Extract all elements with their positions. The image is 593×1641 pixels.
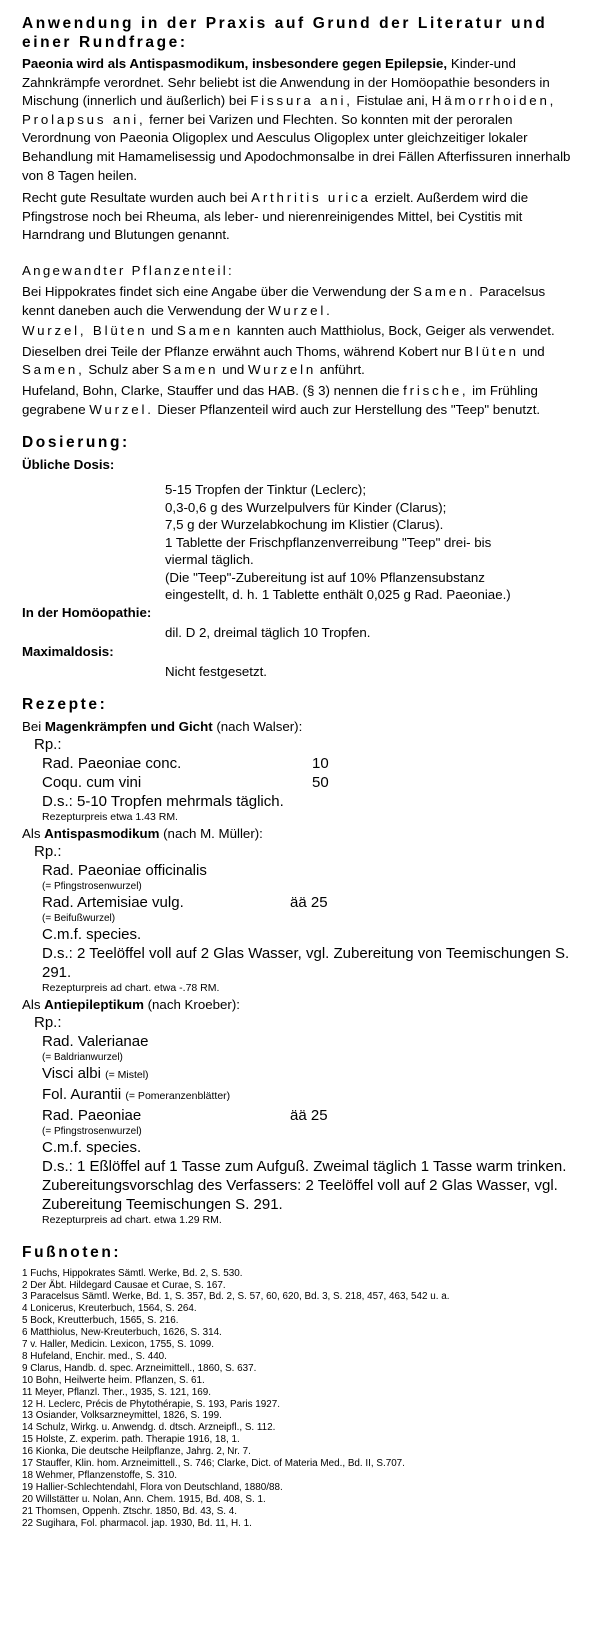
dose-line: viermal täglich. — [165, 552, 254, 568]
indication: Antispasmodikum — [44, 825, 160, 841]
section-rezepte — [22, 695, 574, 1228]
emphasis: Samen. — [413, 283, 476, 299]
ingredient-line: Rad. Paeoniae officinalis — [42, 862, 207, 880]
ingredient-line — [42, 1085, 574, 1106]
rezept-intro — [22, 718, 574, 736]
ingredient: Visci albi — [42, 1065, 101, 1083]
fussnoten-heading: Fußnoten: — [22, 1243, 122, 1261]
section-fussnoten — [22, 1243, 574, 1530]
emphasis: Hämorrhoiden, Prolapsus ani, — [22, 93, 557, 127]
dosage-signatur: D.s.: 1 Eßlöffel auf 1 Tasse zum Aufguß. Zweimal täglich 1 Tasse warm trinken. — [42, 1158, 567, 1176]
text: Dieser Pflanzenteil wird auch zur Herstellung des "Teep" benutzt. — [153, 401, 541, 417]
rezepturpreis: Rezepturpreis etwa 1.43 RM. — [42, 811, 178, 824]
rezept-intro — [22, 825, 574, 843]
footnote: 5 Bock, Kreutterbuch, 1565, S. 216. — [22, 1315, 179, 1327]
footnote: 19 Hallier-Schlechtendahl, Flora von Deutschland, 1880/88. — [22, 1481, 283, 1493]
footnote: 4 Lonicerus, Kreuterbuch, 1564, S. 264. — [22, 1303, 197, 1315]
footnote: 10 Bohn, Heilwerte heim. Pflanzen, S. 61. — [22, 1374, 205, 1386]
page — [22, 14, 574, 1530]
ingredient-line: Rad. Valerianae — [42, 1033, 149, 1051]
text: kannten auch Matthiolus, Bock, Geiger als verwendet. — [233, 323, 555, 339]
footnote: 14 Schulz, Wirkg. u. Anwendg. d. dtsch. Arzneipfl., S. 112. — [22, 1422, 276, 1434]
ingredient-note: (= Pomeranzenblätter) — [125, 1090, 231, 1103]
dose-line: eingestellt, d. h. 1 Tablette enthält 0,025 g Rad. Paeoniae.) — [165, 587, 511, 603]
ubliche-dosis-lines — [165, 481, 574, 604]
ingredient-note: (= Pfingstrosenwurzel) — [42, 1126, 142, 1138]
emphasis: frische, — [403, 382, 469, 398]
maximaldosis-line: Nicht festgesetzt. — [165, 664, 267, 680]
emphasis: Arthritis urica — [251, 190, 371, 206]
text: und — [147, 323, 177, 339]
maximaldosis-label: Maximaldosis: — [22, 644, 114, 660]
rp-label: Rp.: — [34, 736, 62, 754]
footnote: 13 Osiander, Volksarzneymittel, 1826, S. 199. — [22, 1410, 222, 1422]
footnote: 7 v. Haller, Medicin. Lexicon, 1755, S. 1099. — [22, 1339, 214, 1351]
rezept-intro — [22, 996, 574, 1014]
text: Als — [22, 996, 45, 1012]
dosierung-heading: Dosierung: — [22, 434, 130, 452]
ingredient-line — [42, 754, 574, 773]
footnote: 15 Holste, Z. experim. path. Therapie 1916, 18, 1. — [22, 1434, 240, 1446]
text: Dieselben drei Teile der Pflanze erwähnt auch Thoms, während Kobert nur — [22, 343, 465, 359]
pflanzenteil-paragraph-1 — [22, 283, 574, 320]
rezept-antiepileptikum — [22, 996, 574, 1228]
homoopathie-line: dil. D 2, dreimal täglich 10 Tropfen. — [165, 624, 371, 640]
footnote: 18 Wehmer, Pflanzenstoffe, S. 310. — [22, 1470, 177, 1481]
praxis-paragraph-2 — [22, 189, 574, 245]
praxis-paragraph-1 — [22, 55, 574, 185]
text: Fistulae ani, — [352, 93, 432, 109]
indication: Magenkrämpfen und Gicht — [44, 718, 213, 734]
emphasis: Wurzeln — [247, 362, 317, 378]
quantity: ää 25 — [290, 1107, 328, 1125]
ingredient-line — [42, 1106, 574, 1125]
cmf-line: C.m.f. species. — [42, 1139, 142, 1157]
ingredient: Rad. Paeoniae conc. — [42, 755, 182, 773]
rp-label: Rp.: — [34, 843, 62, 861]
emphasis: Samen, — [22, 362, 85, 378]
cmf-line: C.m.f. species. — [42, 926, 142, 944]
quantity: 50 — [312, 774, 329, 792]
footnote: 6 Matthiolus, New-Kreuterbuch, 1626, S. 314. — [22, 1327, 222, 1339]
rezept-magenkraempfe — [22, 718, 574, 825]
rezepturpreis: Rezepturpreis ad chart. etwa -.78 RM. — [42, 982, 220, 995]
dose-line: 7,5 g der Wurzelabkochung im Klistier (Clarus). — [165, 517, 444, 533]
ingredient-note: (= Baldrianwurzel) — [42, 1052, 123, 1064]
footnote: 2 Der Äbt. Hildegard Causae et Curae, S. 167. — [22, 1279, 226, 1291]
emphasis: Wurzel, Blüten — [22, 323, 148, 339]
pflanzenteil-heading: Angewandter Pflanzenteil: — [22, 262, 234, 278]
section-dosierung — [22, 433, 574, 681]
text: Bei — [22, 718, 45, 734]
dose-line: 1 Tablette der Frischpflanzenverreibung "Teep" drei- bis — [165, 534, 492, 550]
emphasis: Samen — [177, 323, 234, 339]
dose-line: (Die "Teep"-Zubereitung ist auf 10% Pflanzensubstanz — [165, 569, 485, 585]
footnote: 12 H. Leclerc, Précis de Phytothérapie, S. 193, Paris 1927. — [22, 1398, 280, 1410]
quantity: ää 25 — [290, 894, 328, 912]
ingredient-note: (= Beifußwurzel) — [42, 913, 116, 925]
emphasis: Wurzel. — [89, 401, 154, 417]
rezepte-heading: Rezepte: — [22, 695, 108, 713]
text: Schulz aber — [84, 362, 163, 378]
footnote: 3 Paracelsus Sämtl. Werke, Bd. 1, S. 357, Bd. 2, S. 57, 60, 620, Bd. 3, S. 218, 457, 463, 542 u. a. — [22, 1291, 450, 1303]
praxis-lead: Paeonia wird als Antispasmodikum, insbesondere gegen Epilepsie, — [22, 56, 448, 71]
ingredient-line — [42, 1064, 574, 1085]
text: erzielt. Außerdem wird die Pfingstrose noch bei Rheuma, als leber- und nierenreinigendes Mittel, bei Cystitis mit Harndrang und Blutungen genannt. — [22, 190, 529, 243]
section-praxis — [22, 14, 574, 245]
text: Als — [22, 825, 45, 841]
text: (nach M. Müller): — [159, 825, 263, 841]
ingredient: Coqu. cum vini — [42, 774, 142, 792]
emphasis: Fissura ani, — [250, 93, 353, 109]
dosage-signatur: D.s.: 5-10 Tropfen mehrmals täglich. — [42, 793, 284, 811]
text: (nach Walser): — [212, 718, 303, 734]
text: und — [218, 362, 248, 378]
footnote: 21 Thomsen, Oppenh. Ztschr. 1850, Bd. 43, S. 4. — [22, 1505, 238, 1517]
footnote: 11 Meyer, Pflanzl. Ther., 1935, S. 121, 169. — [22, 1386, 212, 1398]
rezept-antispasmodikum — [22, 825, 574, 996]
footnote: 9 Clarus, Handb. d. spec. Arzneimittell., 1860, S. 637. — [22, 1362, 257, 1374]
dosage-signatur: D.s.: 2 Teelöffel voll auf 2 Glas Wasser, vgl. Zubereitung von Teemischungen S. 291. — [42, 945, 570, 982]
footnote-list — [22, 1268, 574, 1530]
rp-label: Rp.: — [34, 1014, 62, 1032]
ubliche-dosis-label: Übliche Dosis: — [22, 457, 115, 473]
pflanzenteil-paragraph-3 — [22, 343, 574, 380]
ingredient: Fol. Aurantii — [42, 1086, 122, 1104]
text: anführt. — [316, 362, 365, 378]
footnote: 17 Stauffer, Klin. hom. Arzneimittell., S. 746; Clarke, Dict. of Materia Med., Bd. II, S.707. — [22, 1458, 405, 1470]
dose-line: 0,3-0,6 g des Wurzelpulvers für Kinder (Clarus); — [165, 499, 447, 515]
pflanzenteil-paragraph-4 — [22, 382, 574, 419]
text: (nach Kroeber): — [143, 996, 240, 1012]
dose-line: 5-15 Tropfen der Tinktur (Leclerc); — [165, 482, 367, 498]
ingredient-line — [42, 773, 574, 792]
ingredient: Rad. Paeoniae — [42, 1107, 142, 1125]
text: Bei Hippokrates findet sich eine Angabe über die Verwendung der — [22, 283, 414, 299]
ingredient-note: (= Pfingstrosenwurzel) — [42, 881, 142, 893]
footnote: 20 Willstätter u. Nolan, Ann. Chem. 1915, Bd. 408, S. 1. — [22, 1493, 266, 1505]
text: Paracelsus kennt daneben auch die Verwendung der — [22, 283, 546, 318]
praxis-heading: Anwendung in der Praxis auf Grund der Literatur und einer Rundfrage: — [22, 15, 548, 51]
homoopathie-label: In der Homöopathie: — [22, 604, 152, 620]
footnote: 22 Sugihara, Fol. pharmacol. jap. 1930, Bd. 11, H. 1. — [22, 1517, 252, 1529]
footnote: 1 Fuchs, Hippokrates Sämtl. Werke, Bd. 2, S. 530. — [22, 1267, 243, 1279]
ingredient: Rad. Artemisiae vulg. — [42, 894, 184, 912]
ingredient-note: (= Mistel) — [105, 1069, 149, 1082]
footnote: 16 Kionka, Die deutsche Heilpflanze, Jahrg. 2, Nr. 7. — [22, 1446, 251, 1458]
quantity: 10 — [312, 755, 329, 773]
text: ferner bei Varizen und Flechten. So konnten mit der peroralen Verordnung von Paeonia Oligoplex und Aesculus Oligoplex unter gleichzeitiger lokaler Behandlung mit Hamamelisessig und Apodochmonsalbe in drei Fällen Afterfissuren innerhalb von 8 Tagen heilen. — [22, 111, 571, 183]
emphasis: Blüten — [464, 343, 519, 359]
rezepturpreis: Rezepturpreis ad chart. etwa 1.29 RM. — [42, 1214, 222, 1227]
text: Hufeland, Bohn, Clarke, Stauffer und das HAB. (§ 3) nennen die — [22, 382, 404, 398]
emphasis: Wurzel. — [268, 302, 333, 318]
text: im Frühling gegrabene — [22, 382, 538, 417]
footnote: 8 Hufeland, Enchir. med., S. 440. — [22, 1350, 167, 1362]
section-pflanzenteil — [22, 262, 574, 419]
text: Recht gute Resultate wurden auch bei — [22, 190, 252, 206]
text: Kinder-und Zahnkrämpfe verordnet. Sehr beliebt ist die Anwendung in der Homöopathie besonders in Mischung (innerlich und äußerlich) bei — [22, 56, 550, 109]
text: und — [518, 343, 545, 359]
indication: Antiepileptikum — [44, 996, 144, 1012]
pflanzenteil-paragraph-2 — [22, 322, 574, 341]
emphasis: Samen — [162, 362, 219, 378]
ingredient-line — [42, 893, 574, 912]
zubereitungsvorschlag: Zubereitungsvorschlag des Verfassers: 2 Teelöffel voll auf 2 Glas Wasser, vgl. Zubereitung Teemischungen S. 291. — [42, 1177, 558, 1214]
